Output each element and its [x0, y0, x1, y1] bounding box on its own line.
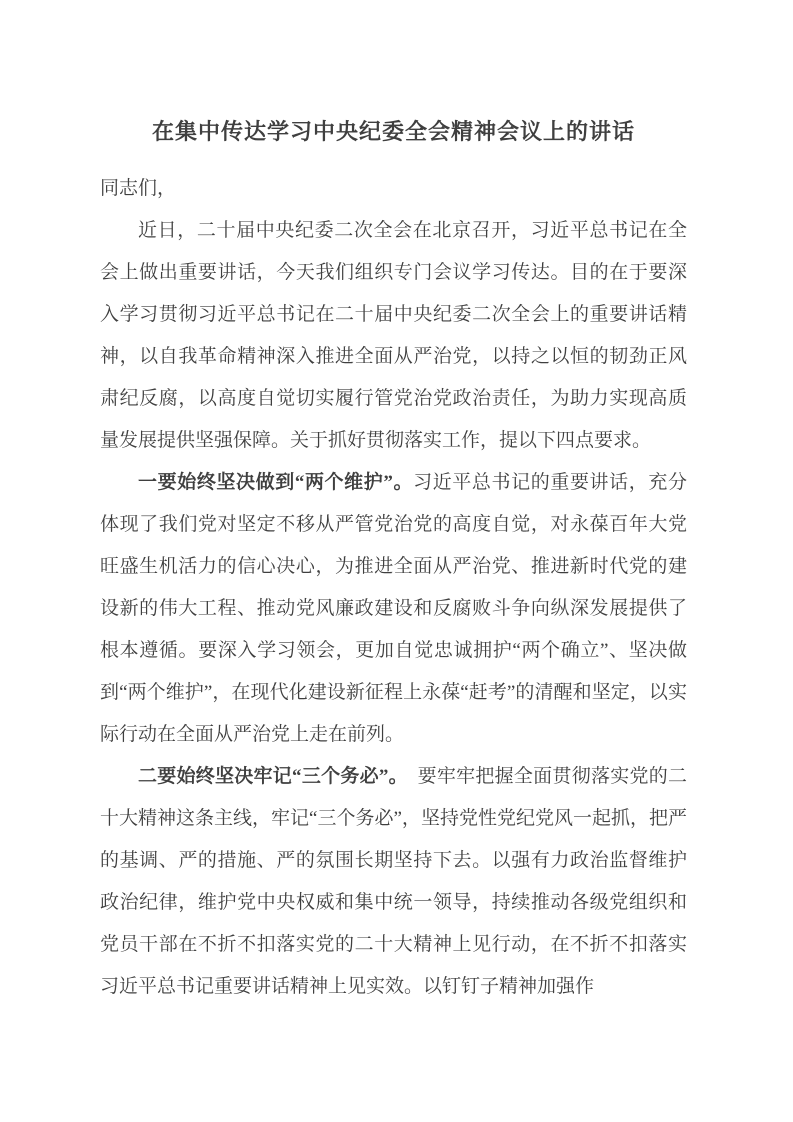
- bold-text-run: 二要始终坚决牢记“三个务必”。: [138, 766, 399, 787]
- text-run: 要牢牢把握全面贯彻落实党的二十大精神这条主线，牢记“三个务必”，坚持党性党纪党风一起抓，把严的基调、严的措施、严的氛围长期坚持下去。以强有力政治监督维护政治纪律，维护党中央权威和集中统一领导，持续推动各级党组织和党员干部在不折不扣落实党的二十大精神上见行动，在不折不扣落实习近平总书记重要讲话精神上见实效。以钉钉子精神加强作: [100, 766, 687, 997]
- document-title: 在集中传达学习中央纪委全会精神会议上的讲话: [151, 119, 635, 144]
- paragraph: [100, 462, 687, 756]
- document-body: [100, 168, 687, 1008]
- text-run: 近日，二十届中央纪委二次全会在北京召开，习近平总书记在全会上做出重要讲话，今天我们组织专门会议学习传达。目的在于要深入学习贯彻习近平总书记在二十届中央纪委二次全会上的重要讲话精神，以自我革命精神深入推进全面从严治党，以持之以恒的韧劲正风肃纪反腐，以高度自觉切实履行管党治党政治责任，为助力实现高质量发展提供坚强保障。关于抓好贯彻落实工作，提以下四点要求。: [100, 220, 687, 451]
- text-run: 习近平总书记的重要讲话，充分体现了我们党对坚定不移从严管党治党的高度自觉，对永葆百年大党旺盛生机活力的信心决心，为推进全面从严治党、推进新时代党的建设新的伟大工程、推动党风廉政建设和反腐败斗争向纵深发展提供了根本遵循。要深入学习领会，更加自觉忠诚拥护“两个确立”、坚决做到“两个维护”，在现代化建设新征程上永葆“赶考”的清醒和坚定，以实际行动在全面从严治党上走在前列。: [100, 472, 687, 745]
- paragraph: [100, 210, 687, 462]
- paragraph: [100, 168, 687, 210]
- bold-text-run: 一要始终坚决做到“两个维护”。: [138, 472, 414, 493]
- paragraph: [100, 756, 687, 1008]
- text-run: 同志们，: [100, 178, 177, 199]
